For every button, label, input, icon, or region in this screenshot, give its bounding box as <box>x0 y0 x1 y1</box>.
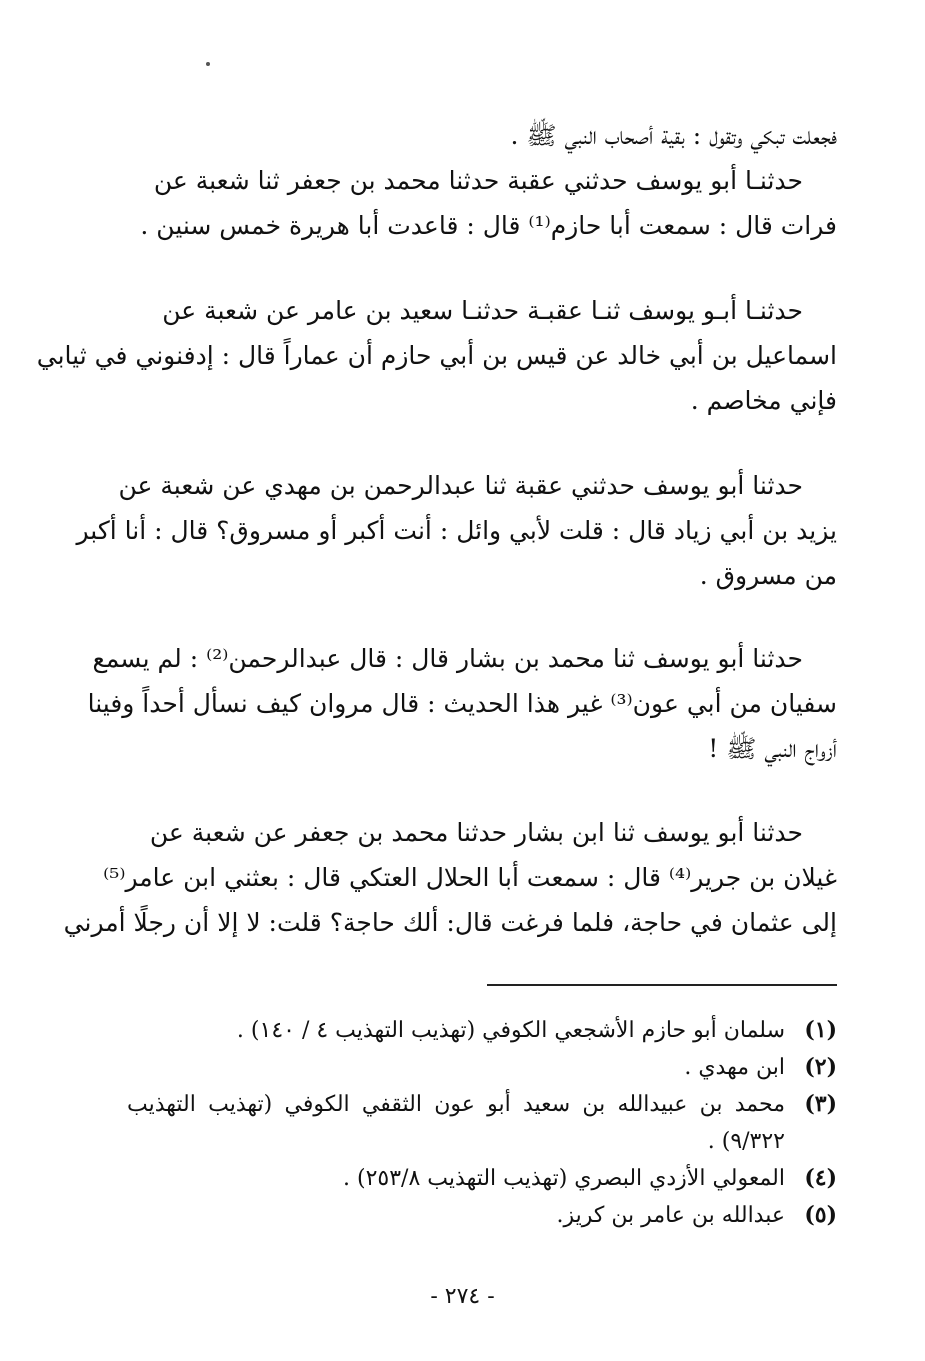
paragraph-4 <box>87 636 837 771</box>
footnote-text: المعولي الأزدي البصري (تهذيب التهذيب ٢٥٣/٨) . <box>343 1166 785 1191</box>
footnote-text: سلمان أبو حازم الأشجعي الكوفي (تهذيب التهذيب ٤ / ١٤٠) . <box>236 1018 785 1043</box>
footnote-divider <box>487 984 837 986</box>
paragraph-line: أزواج النبي ﷺ ! <box>708 734 837 763</box>
footnote-number: (٤) <box>804 1165 837 1191</box>
paragraph-line: حدثنا أبو يوسف ثنا محمد بن بشار قال : قال عبدالرحمن⁽²⁾ : لم يسمع <box>92 644 803 673</box>
footnote-number: (٢) <box>804 1054 837 1080</box>
footnote-number: (٥) <box>804 1202 837 1228</box>
paragraph-1 <box>127 113 837 248</box>
paragraph-line: حدثنا أبو يوسف ثنا ابن بشار حدثنا محمد بن جعفر عن شعبة عن <box>149 818 803 847</box>
footnote-item <box>127 1012 837 1049</box>
footnote-number: (٣) <box>804 1091 837 1117</box>
footnotes <box>127 1012 837 1234</box>
footnote-text: محمد بن عبيدالله بن سعيد أبو عون الثقفي الكوفي (تهذيب التهذيب ٩/٣٢٢) . <box>127 1092 785 1154</box>
footnote-item <box>127 1197 837 1234</box>
paragraph-line: إلى عثمان في حاجة، فلما فرغت قال: ألك حاجة؟ قلت: لا إلا أن رجلًا أمرني <box>63 908 837 937</box>
paragraph-line: حدثنا أبو يوسف حدثني عقبة ثنا عبدالرحمن بن مهدي عن شعبة عن <box>118 471 803 500</box>
paragraph-3 <box>76 463 837 598</box>
paragraph-line: غيلان بن جرير⁽⁴⁾ قال : سمعت أبا الحلال العتكي قال : بعثني ابن عامر⁽⁵⁾ <box>103 863 837 892</box>
paragraph-line: يزيد بن أبي زياد قال : قلت لأبي وائل : أنت أكبر أو مسروق؟ قال : أنا أكبر <box>76 516 837 545</box>
footnote-item <box>127 1160 837 1197</box>
footnote-number: (١) <box>804 1017 837 1043</box>
paragraph-line: حدثنـا أبو يوسف حدثني عقبة حدثنا محمد بن جعفر ثنا شعبة عن <box>153 166 803 195</box>
footnote-item <box>127 1086 837 1160</box>
paragraph-line: فجعلت تبكي وتقول : بقية أصحاب النبي ﷺ . <box>510 121 837 150</box>
paragraph-5 <box>63 810 837 945</box>
paragraph-line: فإني مخاصم . <box>690 386 837 415</box>
page-number: - ٢٧٤ - <box>430 1284 495 1309</box>
paragraph-line: اسماعيل بن أبي خالد عن قيس بن أبي حازم أن عماراً قال : إدفنوني في ثيابي <box>36 341 837 370</box>
paragraph-line: سفيان من أبي عون⁽³⁾ غير هذا الحديث : قال مروان كيف نسأل أحداً وفينا <box>87 689 837 718</box>
footnote-text: ابن مهدي . <box>684 1055 785 1080</box>
footnote-item <box>127 1049 837 1086</box>
scan-speck <box>206 62 210 66</box>
paragraph-2 <box>36 288 837 423</box>
paragraph-line: حدثنـا أبـو يوسف ثنـا عقبـة حدثنـا سعيد بن عامر عن شعبة عن <box>162 296 803 325</box>
paragraph-line: فرات قال : سمعت أبا حازم⁽¹⁾ قال : قاعدت أبا هريرة خمس سنين . <box>140 211 837 240</box>
footnote-text: عبدالله بن عامر بن كريز. <box>556 1203 785 1228</box>
paragraph-line: من مسروق . <box>699 561 837 590</box>
